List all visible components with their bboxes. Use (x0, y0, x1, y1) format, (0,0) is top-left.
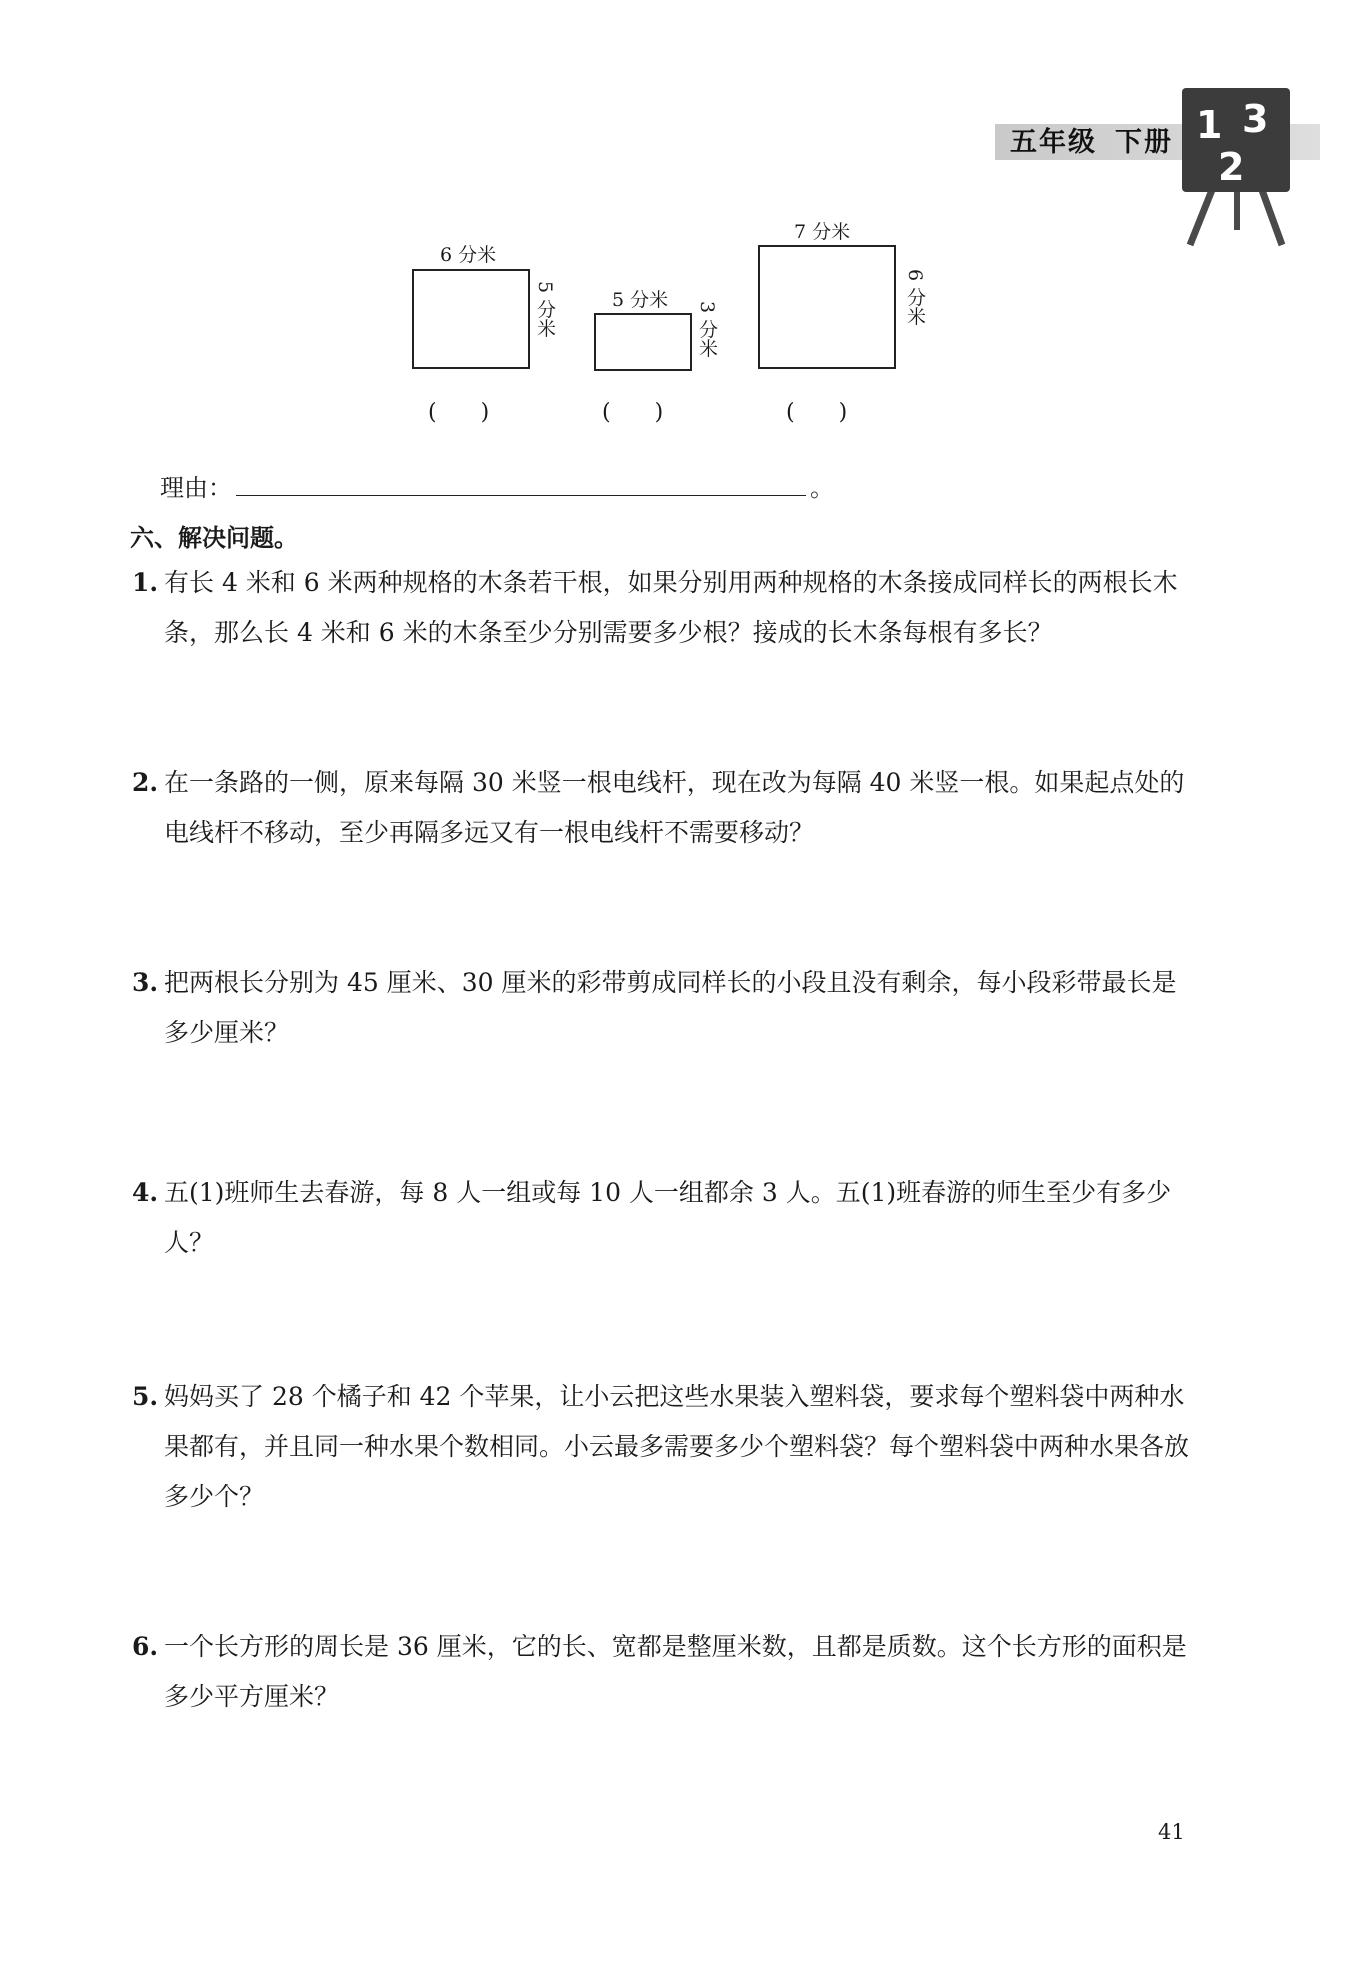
question-number: 5. (132, 1382, 159, 1411)
question-text: 在一条路的一侧，原来每隔 30 米竖一根电线杆，现在改为每隔 40 米竖一根。如果起点处的电线杆不移动，至少再隔多远又有一根电线杆不需要移动？ (164, 768, 1185, 847)
grade-text: 五年级 (1010, 127, 1097, 158)
figure-2-top-label: 5 分米 (612, 289, 669, 311)
question-number: 6. (132, 1632, 159, 1661)
section-title: 六、解决问题。 (130, 524, 298, 552)
question-text: 五(1)班师生去春游，每 8 人一组或每 10 人一组都余 3 人。五(1)班春游的师生至少有多少人？ (164, 1178, 1172, 1257)
figure-2-rectangle (594, 313, 692, 371)
question-number: 3. (132, 968, 159, 997)
question-number: 4. (132, 1178, 159, 1207)
question-5 (132, 1372, 1192, 1522)
figure-2-answer: ( ) (602, 400, 664, 425)
page-number: 41 (1158, 1820, 1185, 1844)
reason-row (160, 468, 834, 503)
board-digit-2: 2 (1218, 145, 1245, 189)
question-text: 妈妈买了 28 个橘子和 42 个苹果，让小云把这些水果装入塑料袋，要求每个塑料袋中两种水果都有，并且同一种水果个数相同。小云最多需要多少个塑料袋？每个塑料袋中两种水果各放多少个？ (164, 1382, 1190, 1511)
figure-1-answer: ( ) (428, 400, 490, 425)
figure-3-top-label: 7 分米 (794, 221, 851, 243)
reason-answer-line[interactable] (236, 473, 806, 496)
figure-3-rectangle (758, 245, 896, 369)
figure-3-side-label: 6 分米 (904, 269, 926, 326)
board-digit-3: 3 (1242, 97, 1269, 141)
reason-label: 理由： (160, 474, 232, 502)
board-digit-1: 1 (1196, 103, 1223, 147)
figure-1-side-label: 5 分米 (534, 281, 556, 338)
figure-1-rectangle (412, 269, 530, 369)
question-text: 一个长方形的周长是 36 厘米，它的长、宽都是整厘米数，且都是质数。这个长方形的面积是多少平方厘米？ (164, 1632, 1187, 1711)
grade-label (1010, 126, 1173, 160)
question-6 (132, 1622, 1192, 1722)
figure-1-top-label: 6 分米 (440, 244, 497, 266)
chalkboard-icon (1172, 80, 1300, 250)
question-1 (132, 558, 1192, 658)
reason-end: 。 (810, 474, 834, 502)
question-number: 1. (132, 568, 159, 597)
volume-text: 下册 (1115, 127, 1173, 158)
question-3 (132, 958, 1192, 1058)
figure-3-answer: ( ) (786, 400, 848, 425)
figure-2-side-label: 3 分米 (696, 301, 718, 358)
question-number: 2. (132, 768, 159, 797)
question-text: 把两根长分别为 45 厘米、30 厘米的彩带剪成同样长的小段且没有剩余，每小段彩带最长是多少厘米？ (164, 968, 1177, 1047)
question-2 (132, 758, 1192, 858)
question-text: 有长 4 米和 6 米两种规格的木条若干根，如果分别用两种规格的木条接成同样长的两根长木条，那么长 4 米和 6 米的木条至少分别需要多少根？接成的长木条每根有多长？ (164, 568, 1178, 647)
rectangle-figures (380, 215, 940, 425)
question-4 (132, 1168, 1192, 1268)
